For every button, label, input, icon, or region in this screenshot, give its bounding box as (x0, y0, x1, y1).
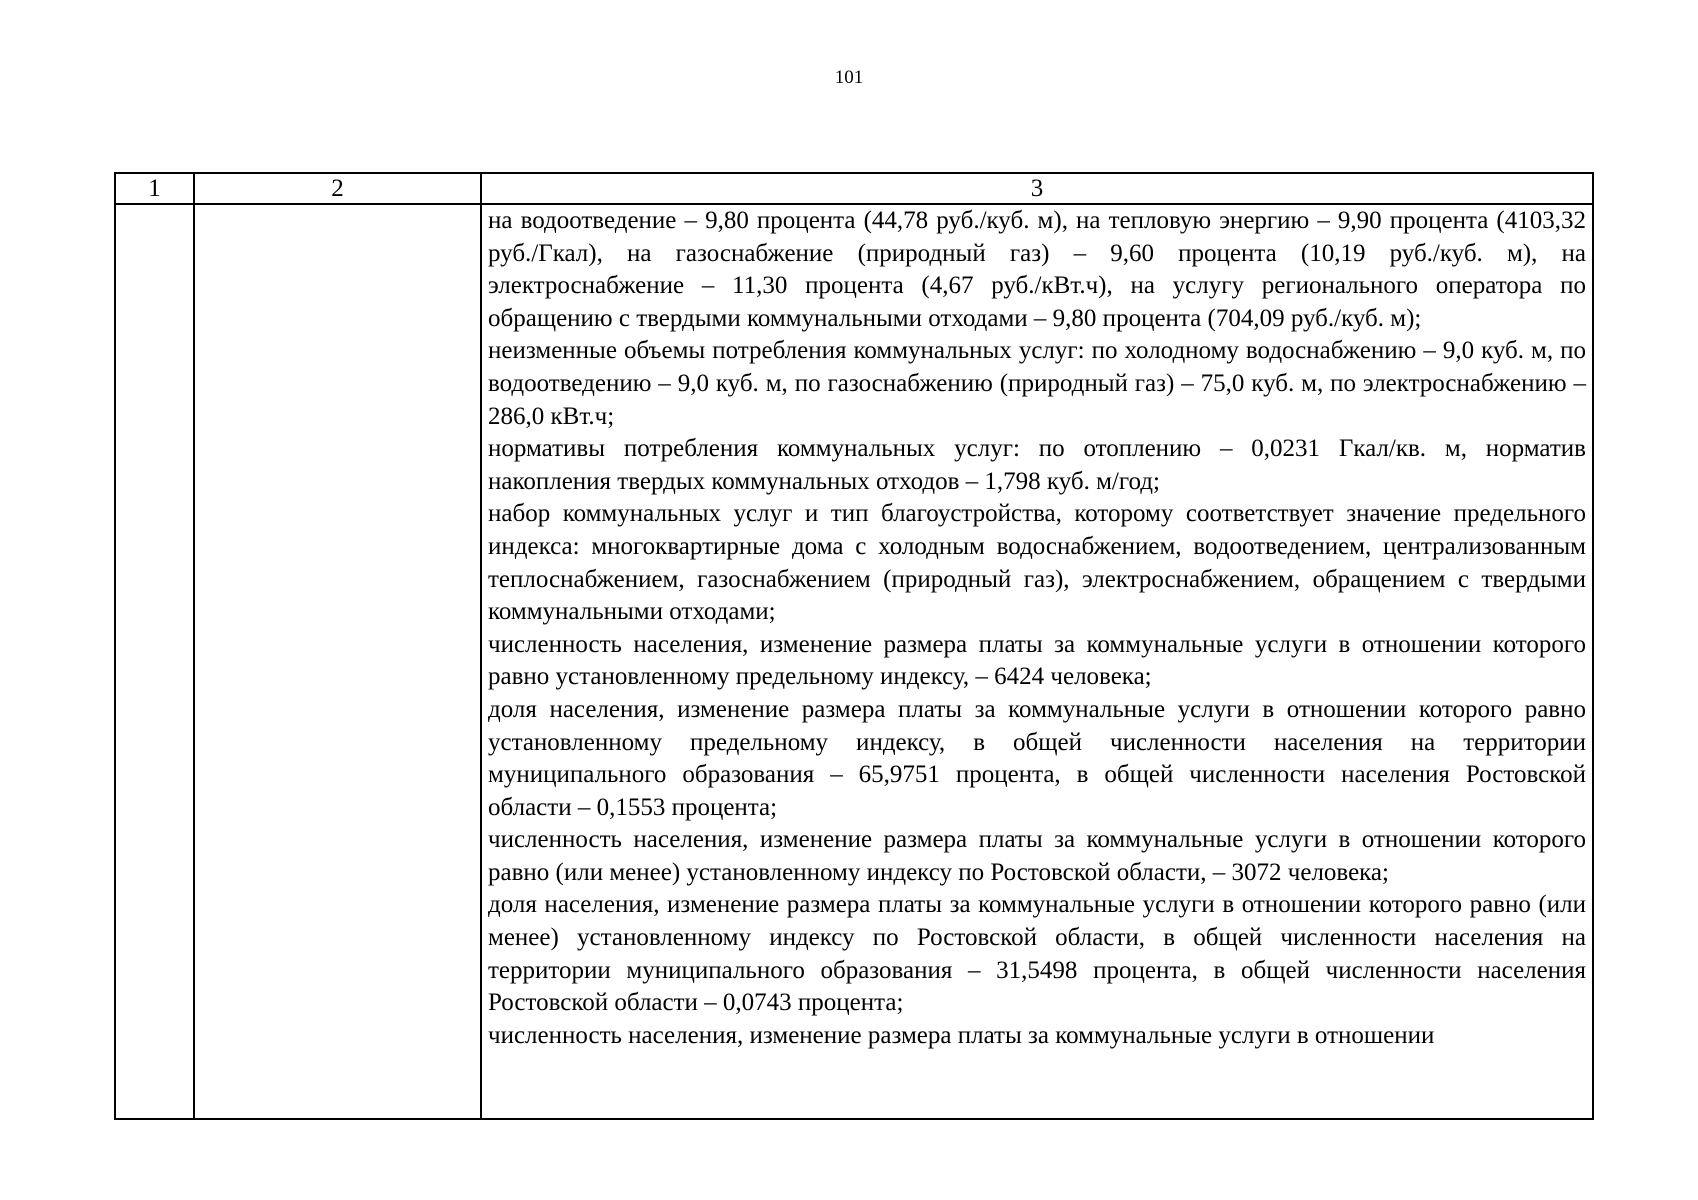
column-header-2: 2 (194, 173, 481, 204)
paragraph-population-equal-index: численность населения, изменение размера платы за коммунальные услуги в отношении которого равно установленному предельному индексу, – 6424 человека; (488, 630, 1586, 691)
column-3-cell (481, 204, 1593, 1119)
paragraph-consumption-volumes: неизменные объемы потребления коммунальных услуг: по холодному водоснабжению – 9,0 куб. м, по водоотведению – 9,0 куб. м, по газоснабжению (природный газ) – 75,0 куб. м, по электроснабжению – 286,0 кВт.ч; (488, 337, 1586, 430)
paragraph-consumption-norms: нормативы потребления коммунальных услуг: по отоплению – 0,0231 Гкал/кв. м, норматив накопления твердых коммунальных отходов – 1,798 куб. м/год; (488, 435, 1586, 495)
paragraph-population-continued: численность населения, изменение размера платы за коммунальные услуги в отношении (488, 1021, 1435, 1049)
page-number: 101 (834, 67, 864, 88)
column-2-cell (194, 204, 481, 1119)
table-header-row (115, 173, 1593, 204)
paragraph-share-equal-index: доля населения, изменение размера платы за коммунальные услуги в отношении которого равно установленному предельному индексу, в общей численности населения на территории муниципального образования – 65,9751 процента, в общей численности населения Ростовской области – 0,1553 процента; (488, 695, 1586, 821)
paragraph-population-regional-index: численность населения, изменение размера платы за коммунальные услуги в отношении которого равно (или менее) установленному индексу по Ростовской области, – 3072 человека; (488, 826, 1586, 886)
column-1-cell (115, 204, 194, 1119)
column-header-1: 1 (115, 173, 194, 204)
paragraph-tariff-increases: на водоотведение – 9,80 процента (44,78 руб./куб. м), на тепловую энергию – 9,90 процента (4103,32 руб./Гкал), на газоснабжение (природный газ) – 9,60 процента (10,19 руб./куб. м), на электроснабжение – 11,30 процента (4,67 руб./кВт.ч), на услугу регионального оператора по обращению с твердыми коммунальными отходами – 9,80 процента (704,09 руб./куб. м); (488, 207, 1586, 332)
document-table (114, 172, 1594, 1120)
table-body-row (115, 204, 1593, 1119)
column-header-3: 3 (481, 173, 1593, 204)
paragraph-utility-set: набор коммунальных услуг и тип благоустройства, которому соответствует значение предельного индекса: многоквартирные дома с холодным водоснабжением, водоотведением, централизованным теплоснабжением, газоснабжением (природный газ), электроснабжением, обращением с твердыми коммунальными отходами; (488, 500, 1586, 626)
paragraph-share-regional-index: доля населения, изменение размера платы за коммунальные услуги в отношении которого равно (или менее) установленному индексу по Ростовской области, в общей численности населения на территории муниципального образования – 31,5498 процента, в общей численности населения Ростовской области – 0,0743 процента; (488, 891, 1586, 1017)
